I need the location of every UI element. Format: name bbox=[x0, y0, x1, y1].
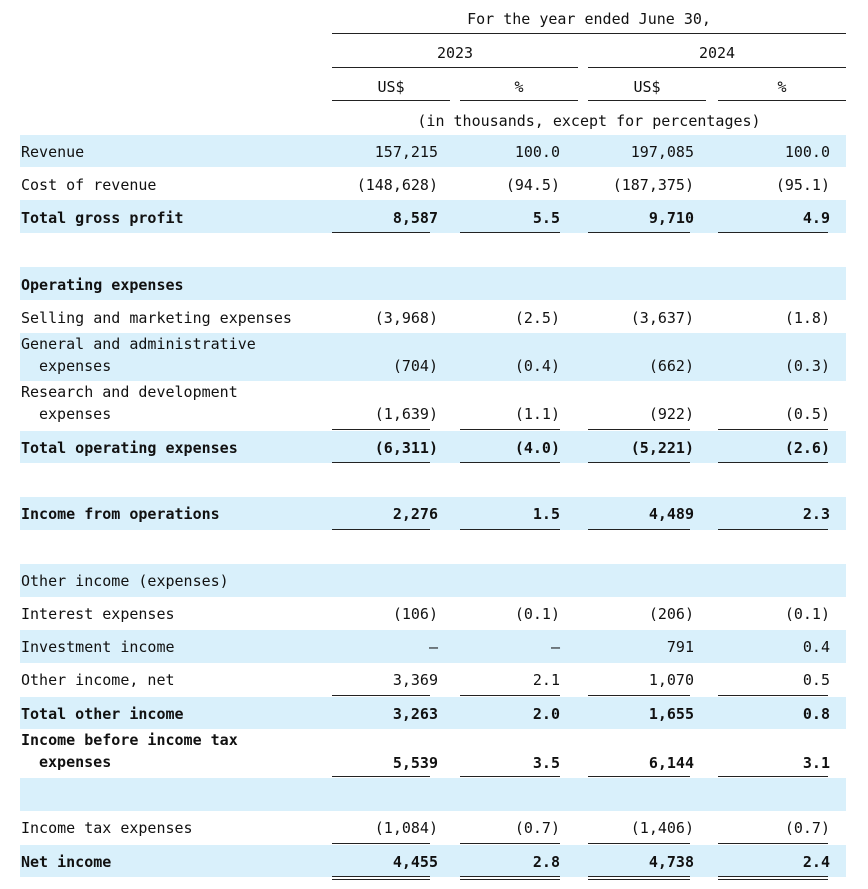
double-rule bbox=[332, 876, 430, 880]
subtotal-rule bbox=[588, 429, 690, 430]
value-2023: (106) bbox=[392, 605, 438, 623]
total-rule bbox=[332, 462, 430, 463]
value-2023: 3,369 bbox=[392, 671, 438, 689]
pct-2024: (0.7) bbox=[784, 819, 830, 837]
pct-2023: — bbox=[550, 638, 560, 656]
value-2023: (6,311) bbox=[374, 439, 438, 457]
pct-2024: (0.5) bbox=[784, 405, 830, 423]
period-rule bbox=[332, 33, 846, 34]
total-rule bbox=[332, 529, 430, 530]
row-label: Cost of revenue bbox=[21, 176, 157, 194]
pct-2024: (0.3) bbox=[784, 357, 830, 375]
double-rule bbox=[718, 876, 828, 880]
subtotal-rule bbox=[460, 429, 560, 430]
row-label: Other income, net bbox=[21, 671, 175, 689]
subtotal-rule bbox=[588, 695, 690, 696]
pct-2024: (1.8) bbox=[784, 309, 830, 327]
row-label: Income before income tax bbox=[21, 731, 238, 749]
row-label: Income tax expenses bbox=[21, 819, 193, 837]
year-2023-rule bbox=[332, 67, 578, 68]
value-2023: 5,539 bbox=[392, 754, 438, 772]
total-rule bbox=[588, 776, 690, 777]
table-row bbox=[20, 167, 846, 200]
table-row bbox=[20, 597, 846, 630]
col-rule bbox=[460, 100, 578, 101]
pct-2024: 4.9 bbox=[802, 209, 830, 227]
year-2023-header: 2023 bbox=[436, 44, 474, 62]
total-rule bbox=[460, 462, 560, 463]
value-2024: (3,637) bbox=[630, 309, 694, 327]
col-rule bbox=[718, 100, 846, 101]
pct-2023: 2.8 bbox=[532, 853, 560, 871]
pct-2024: (2.6) bbox=[784, 439, 830, 457]
value-2024: (5,221) bbox=[630, 439, 694, 457]
subtotal-rule bbox=[718, 843, 828, 844]
table-row bbox=[20, 663, 846, 696]
pct-2023: 1.5 bbox=[532, 505, 560, 523]
double-rule bbox=[460, 876, 560, 880]
table-row bbox=[20, 333, 846, 381]
year-2024-rule bbox=[588, 67, 846, 68]
table-row bbox=[20, 811, 846, 844]
table-row bbox=[20, 697, 846, 729]
subtotal-rule bbox=[718, 695, 828, 696]
section-title: Operating expenses bbox=[21, 276, 184, 294]
row-label: Revenue bbox=[21, 143, 85, 161]
row-label-continued: expenses bbox=[39, 405, 112, 423]
total-rule bbox=[332, 776, 430, 777]
col-pct-2024: % bbox=[777, 78, 787, 96]
pct-2024: (0.1) bbox=[784, 605, 830, 623]
col-rule bbox=[588, 100, 706, 101]
table-row bbox=[20, 630, 846, 663]
spacer-row bbox=[20, 778, 846, 811]
row-label: Total operating expenses bbox=[21, 439, 238, 457]
value-2024: 1,070 bbox=[648, 671, 694, 689]
subtotal-rule bbox=[460, 843, 560, 844]
total-rule bbox=[718, 232, 828, 233]
value-2024: (206) bbox=[648, 605, 694, 623]
year-2024-header: 2024 bbox=[698, 44, 736, 62]
table-row bbox=[20, 200, 846, 233]
row-label: Selling and marketing expenses bbox=[21, 309, 292, 327]
total-rule bbox=[718, 776, 828, 777]
subtotal-rule bbox=[588, 843, 690, 844]
total-rule bbox=[588, 232, 690, 233]
subtotal-rule bbox=[718, 429, 828, 430]
pct-2023: 100.0 bbox=[514, 143, 560, 161]
value-2023: — bbox=[428, 638, 438, 656]
pct-2024: 0.8 bbox=[802, 705, 830, 723]
subtotal-rule bbox=[460, 695, 560, 696]
pct-2023: (0.7) bbox=[514, 819, 560, 837]
value-2023: (1,639) bbox=[374, 405, 438, 423]
value-2023: 2,276 bbox=[392, 505, 438, 523]
subtotal-rule bbox=[332, 695, 430, 696]
value-2024: (662) bbox=[648, 357, 694, 375]
pct-2023: 3.5 bbox=[532, 754, 560, 772]
row-label: Total gross profit bbox=[21, 209, 184, 227]
value-2024: 9,710 bbox=[648, 209, 694, 227]
total-rule bbox=[460, 529, 560, 530]
value-2023: 3,263 bbox=[392, 705, 438, 723]
value-2024: (1,406) bbox=[630, 819, 694, 837]
table-row bbox=[20, 300, 846, 333]
pct-2023: 5.5 bbox=[532, 209, 560, 227]
row-label: Investment income bbox=[21, 638, 175, 656]
period-header: For the year ended June 30, bbox=[467, 10, 711, 28]
row-label: General and administrative bbox=[21, 335, 256, 353]
total-rule bbox=[588, 462, 690, 463]
section-header-row bbox=[20, 267, 846, 300]
units-note: (in thousands, except for percentages) bbox=[417, 112, 761, 130]
pct-2024: 3.1 bbox=[802, 754, 830, 772]
value-2023: 8,587 bbox=[392, 209, 438, 227]
pct-2023: 2.1 bbox=[532, 671, 560, 689]
value-2024: 6,144 bbox=[648, 754, 694, 772]
pct-2023: (0.4) bbox=[514, 357, 560, 375]
row-label: Research and development bbox=[21, 383, 238, 401]
double-rule bbox=[588, 876, 690, 880]
pct-2023: (0.1) bbox=[514, 605, 560, 623]
value-2024: 197,085 bbox=[630, 143, 694, 161]
value-2023: (1,084) bbox=[374, 819, 438, 837]
pct-2024: 0.4 bbox=[802, 638, 830, 656]
table-row bbox=[20, 431, 846, 463]
pct-2024: 2.4 bbox=[802, 853, 830, 871]
pct-2024: 2.3 bbox=[802, 505, 830, 523]
section-header-row bbox=[20, 564, 846, 597]
col-usd-2024: US$ bbox=[633, 78, 661, 96]
row-label: Total other income bbox=[21, 705, 184, 723]
total-rule bbox=[332, 232, 430, 233]
value-2024: 791 bbox=[666, 638, 694, 656]
table-row bbox=[20, 729, 846, 777]
total-rule bbox=[588, 529, 690, 530]
value-2024: 4,489 bbox=[648, 505, 694, 523]
pct-2024: (95.1) bbox=[775, 176, 830, 194]
table-row bbox=[20, 135, 846, 167]
total-rule bbox=[460, 776, 560, 777]
table-row bbox=[20, 845, 846, 877]
value-2024: 4,738 bbox=[648, 853, 694, 871]
pct-2024: 100.0 bbox=[784, 143, 830, 161]
value-2023: (704) bbox=[392, 357, 438, 375]
table-row bbox=[20, 381, 846, 430]
subtotal-rule bbox=[332, 429, 430, 430]
section-title: Other income (expenses) bbox=[21, 572, 229, 590]
total-rule bbox=[718, 462, 828, 463]
col-rule bbox=[332, 100, 450, 101]
pct-2023: (94.5) bbox=[505, 176, 560, 194]
col-pct-2023: % bbox=[514, 78, 524, 96]
row-label-continued: expenses bbox=[39, 753, 112, 771]
value-2023: 4,455 bbox=[392, 853, 438, 871]
pct-2023: (2.5) bbox=[514, 309, 560, 327]
value-2024: (922) bbox=[648, 405, 694, 423]
value-2024: 1,655 bbox=[648, 705, 694, 723]
pct-2023: 2.0 bbox=[532, 705, 560, 723]
subtotal-rule bbox=[332, 843, 430, 844]
col-usd-2023: US$ bbox=[377, 78, 405, 96]
table-row bbox=[20, 497, 846, 530]
total-rule bbox=[460, 232, 560, 233]
total-rule bbox=[718, 529, 828, 530]
row-label: Net income bbox=[21, 853, 112, 871]
value-2024: (187,375) bbox=[612, 176, 694, 194]
row-label: Interest expenses bbox=[21, 605, 175, 623]
pct-2023: (1.1) bbox=[514, 405, 560, 423]
row-label: Income from operations bbox=[21, 505, 220, 523]
pct-2023: (4.0) bbox=[514, 439, 560, 457]
row-label-continued: expenses bbox=[39, 357, 112, 375]
pct-2024: 0.5 bbox=[802, 671, 830, 689]
value-2023: (148,628) bbox=[356, 176, 438, 194]
value-2023: 157,215 bbox=[374, 143, 438, 161]
value-2023: (3,968) bbox=[374, 309, 438, 327]
